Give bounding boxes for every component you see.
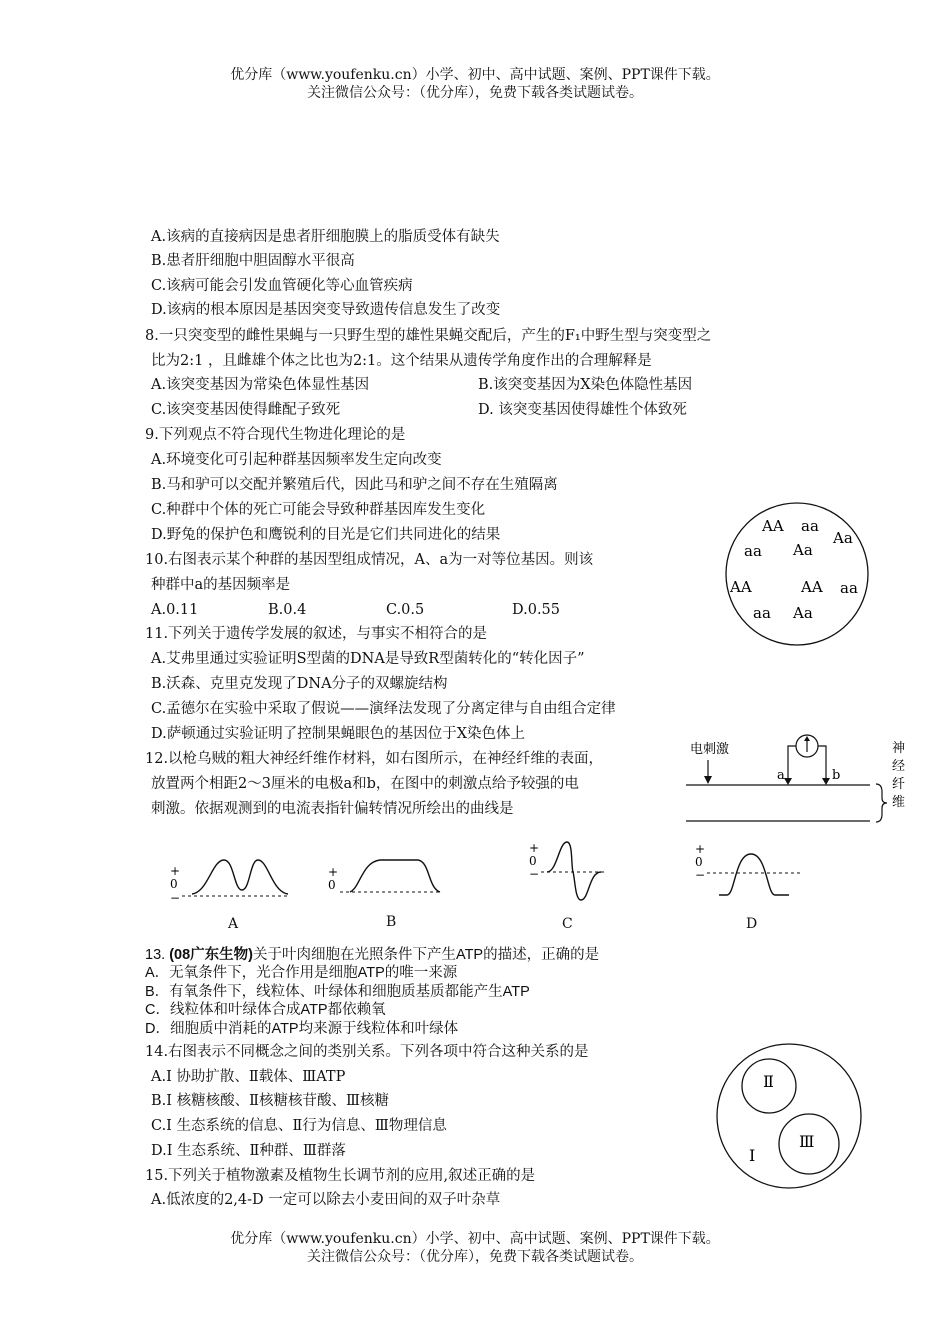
q10-option-a: A.0.11 — [151, 602, 199, 618]
genotype-label: Aa — [793, 541, 813, 559]
footer-line-2: 关注微信公众号：（优分库），免费下载各类试题试卷。 — [307, 1249, 643, 1265]
q10-option-b: B.0.4 — [268, 602, 307, 618]
q10-stem-line-1: 10.右图表示某个种群的基因型组成情况，A、a为一对等位基因。则该 — [145, 552, 594, 568]
q8-stem-line-2: 比为2:1 ，且雌雄个体之比也为2:1。这个结果从遗传学角度作出的合理解释是 — [151, 353, 652, 369]
stimulus-arrowhead — [704, 776, 712, 784]
q15-stem: 15.下列关于植物激素及植物生长调节剂的应用,叙述正确的是 — [145, 1168, 536, 1184]
q7-option-c: C.该病可能会引发血管硬化等心血管疾病 — [151, 278, 413, 294]
q15-option-a: A.低浓度的2,4-D 一定可以除去小麦田间的双子叶杂草 — [151, 1192, 501, 1208]
q13-stem — [145, 945, 599, 965]
response-curve — [547, 842, 601, 900]
q14-option-d: D.Ⅰ 生态系统、Ⅱ种群、Ⅲ群落 — [151, 1143, 346, 1159]
graph-label-c: C — [562, 916, 573, 932]
fiber-label-char: 维 — [892, 795, 906, 810]
q13-option-d: D．细胞质中消耗的ATP均来源于线粒体和叶绿体 — [145, 1021, 459, 1037]
axis-plus: + — [170, 864, 181, 878]
curve-graph-b — [326, 848, 451, 908]
electrode-b-tip — [822, 778, 830, 785]
genotype-label: Aa — [793, 604, 813, 622]
q8-option-b: B.该突变基因为X染色体隐性基因 — [478, 377, 693, 393]
q8-option-c: C.该突变基因使得雌配子致死 — [151, 402, 341, 418]
q11-option-b: B.沃森、克里克发现了DNA分子的双螺旋结构 — [151, 676, 448, 692]
axis-minus: − — [529, 867, 540, 881]
population-circle — [726, 503, 868, 645]
q10-stem-line-2: 种群中a的基因频率是 — [151, 577, 291, 593]
q7-option-b: B.患者肝细胞中胆固醇水平很高 — [151, 253, 355, 269]
response-curve — [350, 860, 440, 892]
population-genotype-diagram — [722, 498, 872, 650]
response-curve — [192, 860, 288, 894]
q9-stem: 9.下列观点不符合现代生物进化理论的是 — [145, 427, 406, 443]
fiber-label-char: 纤 — [892, 777, 906, 792]
genotype-label: aa — [840, 579, 858, 597]
q9-option-d: D.野兔的保护色和鹰锐利的目光是它们共同进化的结果 — [151, 527, 501, 543]
q8-stem-line-1: 8.一只突变型的雌性果蝇与一只野生型的雄性果蝇交配后，产生的F₁中野生型与突变型之 — [145, 328, 712, 344]
graph-label-a: A — [228, 916, 239, 932]
q8-option-a: A.该突变基因为常染色体显性基因 — [151, 377, 370, 393]
q7-option-a: A.该病的直接病因是患者肝细胞膜上的脂质受体有缺失 — [151, 229, 500, 245]
q13-number: 13. — [145, 947, 170, 963]
fiber-label-char: 经 — [892, 759, 906, 774]
footer-line-1: 优分库（www.youfenku.cn）小学、初中、高中试题、案例、PPT课件下载。 — [230, 1231, 720, 1247]
nerve-fiber-diagram — [680, 732, 920, 832]
q11-option-d: D.萨顿通过实验证明了控制果蝇眼色的基因位于X染色体上 — [151, 726, 526, 742]
curve-graph-d — [693, 840, 808, 905]
header-line-2: 关注微信公众号：（优分库），免费下载各类试题试卷。 — [307, 85, 643, 101]
q14-option-c: C.Ⅰ 生态系统的信息、Ⅱ行为信息、Ⅲ物理信息 — [151, 1118, 447, 1134]
axis-zero: 0 — [529, 854, 537, 868]
genotype-label: aa — [801, 517, 819, 535]
q11-option-c: C.孟德尔在实验中采取了假说——演绎法发现了分离定律与自由组合定律 — [151, 701, 616, 717]
axis-plus: + — [529, 841, 540, 855]
genotype-label: AA — [730, 578, 752, 596]
axis-plus: + — [328, 865, 339, 879]
q9-option-a: A.环境变化可引起种群基因频率发生定向改变 — [151, 452, 442, 468]
header-line-1: 优分库（www.youfenku.cn）小学、初中、高中试题、案例、PPT课件下载。 — [230, 67, 720, 83]
electrode-b-label: b — [832, 768, 841, 783]
axis-minus: − — [695, 868, 706, 882]
galvanometer-needle-tip — [804, 736, 810, 741]
q14-stem: 14.右图表示不同概念之间的类别关系。下列各项中符合这种关系的是 — [145, 1044, 589, 1060]
graph-label-b: B — [386, 914, 397, 930]
q13-stem-text: 关于叶肉细胞在光照条件下产生ATP的描述，正确的是 — [252, 947, 600, 963]
curve-graph-c — [527, 838, 612, 918]
axis-plus: + — [695, 842, 706, 856]
genotype-label: Aa — [833, 529, 853, 547]
q8-option-d: D. 该突变基因使得雄性个体致死 — [478, 402, 687, 418]
q11-stem: 11.下列关于遗传学发展的叙述，与事实不相符合的是 — [145, 626, 488, 642]
response-curve — [719, 854, 789, 895]
q13-option-a: A．无氧条件下，光合作用是细胞ATP的唯一来源 — [145, 965, 458, 981]
electrode-a-tip — [784, 778, 792, 785]
label-ii: Ⅱ — [763, 1072, 774, 1091]
concept-relation-diagram — [713, 1040, 865, 1192]
label-i: Ⅰ — [749, 1146, 756, 1165]
q7-option-d: D.该病的根本原因是基因突变导致遗传信息发生了改变 — [151, 302, 501, 318]
genotype-label: aa — [744, 542, 762, 560]
label-iii: Ⅲ — [799, 1132, 815, 1151]
genotype-label: aa — [753, 604, 771, 622]
fiber-brace — [876, 784, 887, 822]
graph-label-d: D — [746, 916, 758, 932]
q9-option-b: B.马和驴可以交配并繁殖后代，因此马和驴之间不存在生殖隔离 — [151, 477, 558, 493]
page-header — [0, 66, 950, 102]
q12-stem-line-2: 放置两个相距2～3厘米的电极a和b，在图中的刺激点给予较强的电 — [151, 776, 579, 792]
fiber-label-char: 神 — [892, 741, 906, 756]
electrode-wire-a — [788, 746, 796, 782]
page-footer — [0, 1230, 950, 1266]
q10-option-c: C.0.5 — [386, 602, 425, 618]
q10-option-d: D.0.55 — [512, 602, 561, 618]
q13-source: (08广东生物) — [169, 947, 253, 963]
stimulus-label: 电刺激 — [690, 742, 730, 757]
axis-zero: 0 — [695, 855, 703, 869]
q12-stem-line-1: 12.以枪乌贼的粗大神经纤维作材料，如右图所示，在神经纤维的表面， — [145, 751, 604, 767]
q14-option-b: B.Ⅰ 核糖核酸、Ⅱ核糖核苷酸、Ⅲ核糖 — [151, 1093, 389, 1109]
electrode-wire-b — [818, 746, 826, 782]
genotype-label: AA — [801, 578, 823, 596]
axis-zero: 0 — [328, 878, 336, 892]
axis-zero: 0 — [170, 877, 178, 891]
q13-option-b: B．有氧条件下，线粒体、叶绿体和细胞质基质都能产生ATP — [145, 984, 530, 1000]
q11-option-a: A.艾弗里通过实验证明S型菌的DNA是导致R型菌转化的“转化因子” — [151, 651, 585, 667]
q12-stem-line-3: 刺激。依据观测到的电流表指针偏转情况所绘出的曲线是 — [151, 801, 514, 817]
q9-option-c: C.种群中个体的死亡可能会导致种群基因库发生变化 — [151, 502, 486, 518]
q13-option-c: C．线粒体和叶绿体合成ATP都依赖氧 — [145, 1002, 386, 1018]
electrode-a-label: a — [777, 768, 785, 783]
genotype-label: AA — [762, 517, 784, 535]
axis-minus: − — [170, 891, 181, 905]
q14-option-a: A.Ⅰ 协助扩散、Ⅱ载体、ⅢATP — [151, 1069, 346, 1085]
curve-graph-a — [168, 850, 298, 910]
